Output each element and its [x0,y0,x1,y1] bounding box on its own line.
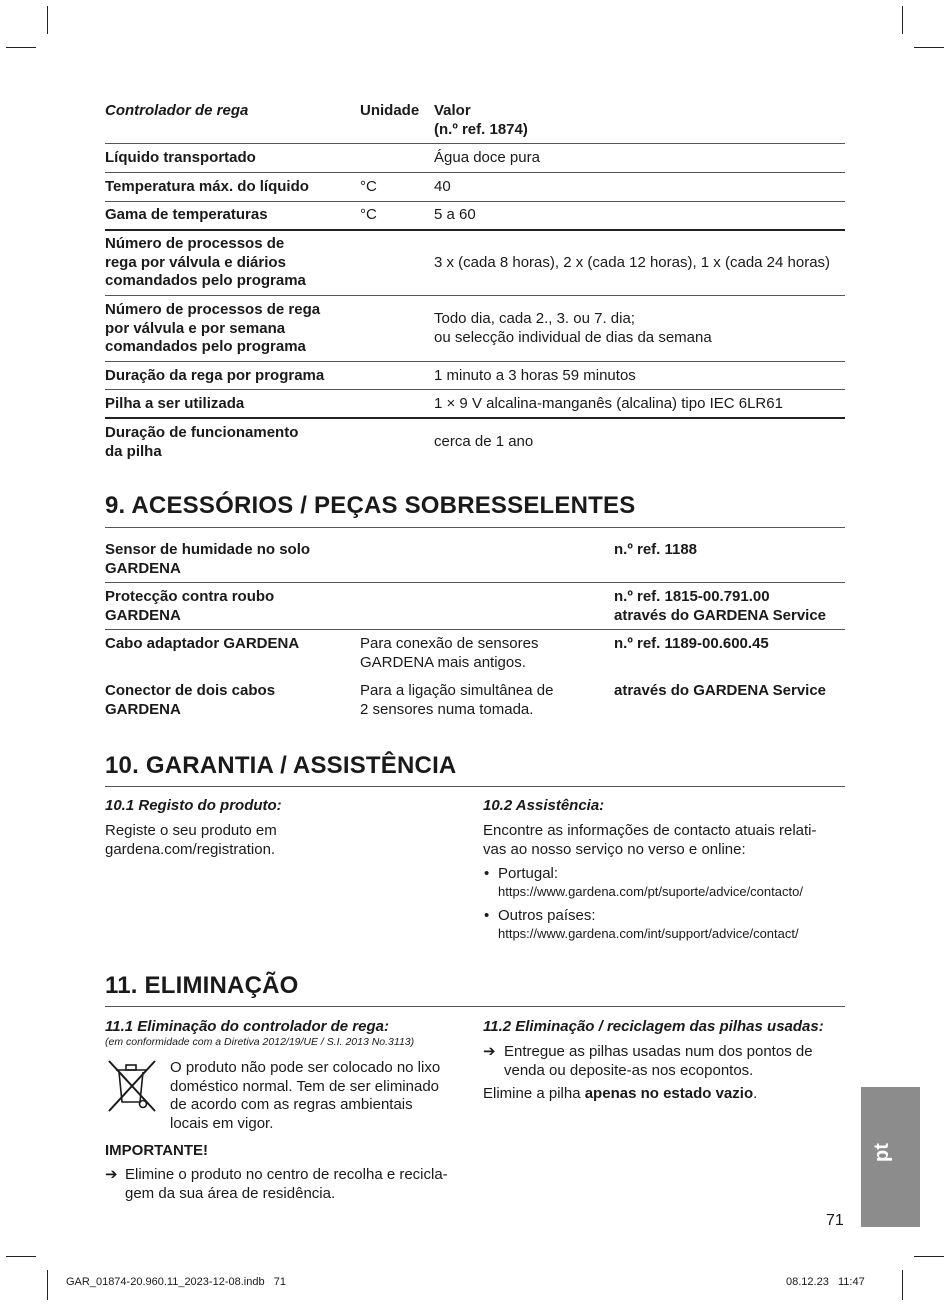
accessory-desc-line: 2 sensores numa tomada. [360,700,534,718]
spec-label-line: Duração de funcionamento [105,424,299,441]
divider [105,629,845,630]
bullet-icon: • [484,907,490,924]
link-portugal[interactable]: https://www.gardena.com/pt/suporte/advice/contacto/ [498,884,803,899]
disposal-text-line: doméstico normal. Tem de ser eliminado [170,1077,440,1095]
language-tab [861,1087,920,1227]
accessory-desc [360,682,553,719]
registration-text [105,822,277,859]
disposal-text-line: de acordo com as regras ambientais [170,1096,413,1113]
spec-label: Pilha a ser utilizada [105,395,245,412]
specs-header-ref: (n.º ref. 1874) [434,121,528,138]
accessory-name [105,682,275,719]
spec-value: 1 × 9 V alcalina-manganês (alcalina) tipo IEC 6LR61 [434,395,783,412]
accessory-ref [614,588,826,625]
divider [105,201,845,202]
spec-value [434,310,712,347]
spec-label: Líquido transportado [105,149,256,166]
arrow-icon: ➔ [105,1166,118,1183]
disposal-instruction [125,1166,448,1203]
divider [105,172,845,173]
spec-value: 1 minuto a 3 horas 59 minutos [434,367,636,384]
registration-link[interactable]: gardena.com/registration. [105,840,276,858]
directive-note: (em conformidade com a Diretiva 2012/19/UE / S.I. 2013 No.3113) [105,1036,415,1048]
note-suffix: . [753,1085,758,1102]
accessory-ref: n.º ref. 1189-00.600.45 [614,635,769,652]
bullet-label-other-countries: Outros países: [498,907,596,924]
note-bold: apenas no estado vazio [584,1085,754,1102]
accessory-name-line: Protecção contra roubo [105,588,275,605]
spec-label [105,301,320,357]
link-other-countries[interactable]: https://www.gardena.com/int/support/advice/contact/ [498,926,799,941]
spec-label-line: por válvula e por semana [105,319,286,337]
spec-label [105,235,306,291]
spec-label-line: Número de processos de rega [105,301,321,318]
bullet-icon: • [484,865,490,882]
accessory-desc-line: GARDENA mais antigos. [360,653,526,671]
instruction-line: Entregue as pilhas usadas num dos pontos de [504,1043,813,1060]
divider [105,417,845,419]
spec-value-line: Todo dia, cada 2., 3. ou 7. dia; [434,310,635,327]
crop-mark [914,1256,944,1257]
note-prefix: Elimine a pilha [483,1085,585,1102]
crop-mark [6,47,36,48]
accessory-ref-line: n.º ref. 1815-00.791.00 [614,588,770,605]
accessory-name-line: GARDENA [105,700,181,718]
spec-unit: °C [360,178,377,195]
crossed-bin-icon [106,1058,158,1114]
footer-date: 08.12.23 11:47 [786,1276,865,1288]
language-tab-label: pt [870,1143,893,1162]
spec-value: cerca de 1 ano [434,433,534,450]
accessory-desc [360,635,538,672]
section-9-title: 9. ACESSÓRIOS / PEÇAS SOBRESSELENTES [105,492,636,519]
assistance-text [483,822,817,859]
crop-mark [902,1270,903,1300]
disposal-text-line: locais em vigor. [170,1114,274,1132]
specs-header-label: Controlador de rega [105,102,249,119]
divider [105,582,845,583]
accessory-ref: n.º ref. 1188 [614,541,698,558]
spec-label [105,424,298,461]
section-11-title: 11. ELIMINAÇÃO [105,972,299,999]
spec-value-line: ou selecção individual de dias da semana [434,328,712,346]
disposal-text [170,1059,440,1133]
important-label: IMPORTANTE! [105,1142,209,1159]
accessory-desc-line: Para conexão de sensores [360,635,539,652]
spec-value: 3 x (cada 8 horas), 2 x (cada 12 horas), 1 x (cada 24 horas) [434,254,831,271]
divider [105,1006,845,1007]
instruction-line: Elimine o produto no centro de recolha e recicla- [125,1166,448,1183]
spec-label: Duração da rega por programa [105,367,325,384]
crop-mark [47,6,48,34]
section-10-title: 10. GARANTIA / ASSISTÊNCIA [105,752,457,779]
accessory-name: Cabo adaptador GARDENA [105,635,300,652]
divider [105,143,845,144]
assistance-heading: 10.2 Assistência: [483,797,605,814]
accessory-desc-line: Para a ligação simultânea de [360,682,554,699]
spec-value: 40 [434,178,451,195]
spec-value: Água doce pura [434,149,540,166]
divider [105,229,845,231]
page-number: 71 [826,1212,844,1229]
accessory-name-line: Conector de dois cabos [105,682,276,699]
accessory-name-line: GARDENA [105,606,181,624]
battery-instruction [504,1043,813,1080]
disposal-controller-heading: 11.1 Eliminação do controlador de rega: [105,1018,389,1035]
battery-final-note [483,1085,757,1104]
divider [105,389,845,390]
spec-label: Temperatura máx. do líquido [105,178,309,195]
accessory-ref-line: através do GARDENA Service [614,606,827,624]
footer-file: GAR_01874-20.960.11_2023-12-08.indb 71 [66,1276,286,1288]
crop-mark [47,1270,48,1300]
spec-label-line: rega por válvula e diários [105,253,286,271]
spec-label-line: comandados pelo programa [105,338,306,355]
spec-label: Gama de temperaturas [105,206,268,223]
accessory-name [105,541,310,578]
arrow-icon: ➔ [483,1043,496,1060]
disposal-text-line: O produto não pode ser colocado no lixo [170,1059,441,1076]
instruction-line: venda ou deposite-as nos ecopontos. [504,1061,754,1079]
spec-label-line: Número de processos de [105,235,285,252]
divider [105,527,845,528]
crop-mark [902,6,903,34]
assistance-line: Encontre as informações de contacto atuais relati- [483,822,817,839]
accessory-name-line: GARDENA [105,559,181,577]
specs-header-value: Valor [434,102,471,119]
crop-mark [6,1256,36,1257]
divider [105,295,845,296]
instruction-line: gem da sua área de residência. [125,1184,336,1202]
accessory-name [105,588,274,625]
divider [105,786,845,787]
battery-disposal-heading: 11.2 Eliminação / reciclagem das pilhas usadas: [483,1018,824,1035]
assistance-line: vas ao nosso serviço no verso e online: [483,840,746,858]
spec-label-line: comandados pelo programa [105,272,306,289]
spec-label-line: da pilha [105,442,162,460]
accessory-ref: através do GARDENA Service [614,682,827,699]
spec-unit: °C [360,206,377,223]
spec-value: 5 a 60 [434,206,476,223]
specs-header-unit: Unidade [360,102,420,119]
divider [105,361,845,362]
product-registration-heading: 10.1 Registo do produto: [105,797,282,814]
bullet-label-portugal: Portugal: [498,865,559,882]
crop-mark [914,47,944,48]
accessory-name-line: Sensor de humidade no solo [105,541,311,558]
registration-line: Registe o seu produto em [105,822,277,839]
